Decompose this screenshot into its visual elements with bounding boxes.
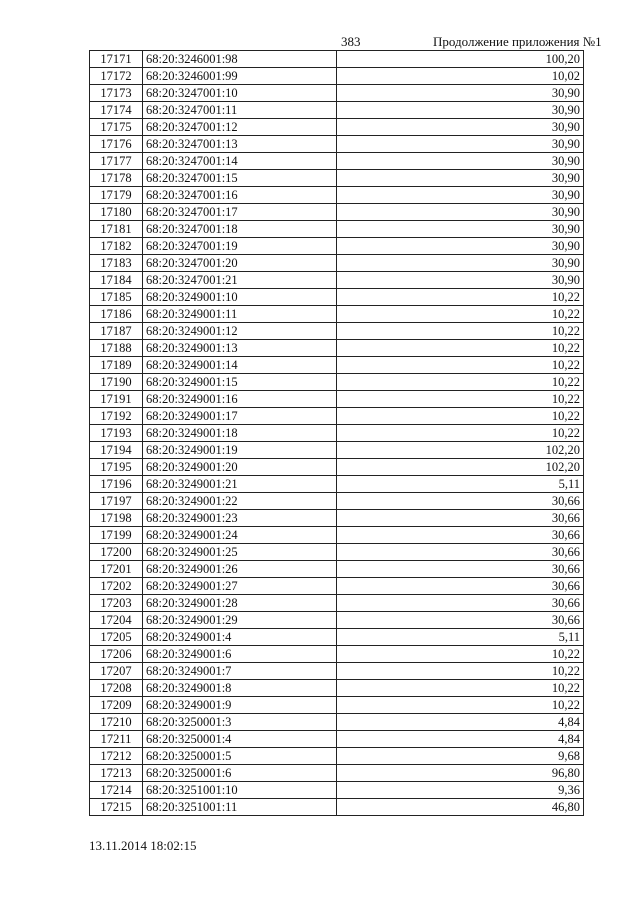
row-number: 17190 (90, 374, 143, 391)
area-value: 102,20 (337, 442, 584, 459)
table-row (90, 136, 584, 153)
cadastral-number: 68:20:3250001:3 (143, 714, 337, 731)
table-row (90, 799, 584, 816)
cadastral-number: 68:20:3247001:19 (143, 238, 337, 255)
area-value: 30,90 (337, 221, 584, 238)
cadastral-number: 68:20:3246001:98 (143, 51, 337, 68)
table-row (90, 340, 584, 357)
area-value: 30,66 (337, 595, 584, 612)
table-row (90, 153, 584, 170)
cadastral-number: 68:20:3251001:10 (143, 782, 337, 799)
area-value: 30,90 (337, 238, 584, 255)
table-row (90, 612, 584, 629)
row-number: 17211 (90, 731, 143, 748)
table-row (90, 306, 584, 323)
row-number: 17204 (90, 612, 143, 629)
table-row (90, 425, 584, 442)
area-value: 10,22 (337, 425, 584, 442)
register-table-body (90, 51, 584, 816)
table-row (90, 255, 584, 272)
table-row (90, 51, 584, 68)
row-number: 17182 (90, 238, 143, 255)
cadastral-number: 68:20:3249001:13 (143, 340, 337, 357)
row-number: 17174 (90, 102, 143, 119)
area-value: 10,02 (337, 68, 584, 85)
row-number: 17191 (90, 391, 143, 408)
table-row (90, 357, 584, 374)
table-row (90, 374, 584, 391)
table-row (90, 561, 584, 578)
table-row (90, 646, 584, 663)
table-row (90, 629, 584, 646)
cadastral-number: 68:20:3247001:21 (143, 272, 337, 289)
cadastral-number: 68:20:3249001:9 (143, 697, 337, 714)
cadastral-number: 68:20:3249001:28 (143, 595, 337, 612)
table-row (90, 544, 584, 561)
row-number: 17198 (90, 510, 143, 527)
table-row (90, 289, 584, 306)
table-row (90, 510, 584, 527)
area-value: 30,66 (337, 544, 584, 561)
area-value: 30,66 (337, 510, 584, 527)
area-value: 30,90 (337, 136, 584, 153)
area-value: 10,22 (337, 374, 584, 391)
cadastral-number: 68:20:3247001:18 (143, 221, 337, 238)
cadastral-number: 68:20:3249001:14 (143, 357, 337, 374)
row-number: 17180 (90, 204, 143, 221)
row-number: 17173 (90, 85, 143, 102)
table-row (90, 238, 584, 255)
table-row (90, 187, 584, 204)
table-row (90, 663, 584, 680)
area-value: 10,22 (337, 306, 584, 323)
area-value: 4,84 (337, 714, 584, 731)
area-value: 10,22 (337, 663, 584, 680)
cadastral-number: 68:20:3249001:6 (143, 646, 337, 663)
row-number: 17172 (90, 68, 143, 85)
row-number: 17214 (90, 782, 143, 799)
row-number: 17197 (90, 493, 143, 510)
row-number: 17206 (90, 646, 143, 663)
row-number: 17209 (90, 697, 143, 714)
cadastral-number: 68:20:3250001:5 (143, 748, 337, 765)
row-number: 17184 (90, 272, 143, 289)
table-row (90, 272, 584, 289)
cadastral-number: 68:20:3249001:10 (143, 289, 337, 306)
row-number: 17213 (90, 765, 143, 782)
area-value: 10,22 (337, 680, 584, 697)
cadastral-number: 68:20:3250001:4 (143, 731, 337, 748)
table-row (90, 323, 584, 340)
row-number: 17187 (90, 323, 143, 340)
cadastral-number: 68:20:3251001:11 (143, 799, 337, 816)
table-row (90, 85, 584, 102)
row-number: 17188 (90, 340, 143, 357)
cadastral-number: 68:20:3249001:24 (143, 527, 337, 544)
row-number: 17186 (90, 306, 143, 323)
page-number: 383 (341, 34, 361, 49)
cadastral-number: 68:20:3250001:6 (143, 765, 337, 782)
row-number: 17181 (90, 221, 143, 238)
area-value: 30,90 (337, 204, 584, 221)
row-number: 17200 (90, 544, 143, 561)
row-number: 17201 (90, 561, 143, 578)
row-number: 17192 (90, 408, 143, 425)
area-value: 10,22 (337, 323, 584, 340)
area-value: 5,11 (337, 629, 584, 646)
row-number: 17176 (90, 136, 143, 153)
row-number: 17178 (90, 170, 143, 187)
area-value: 9,36 (337, 782, 584, 799)
area-value: 30,90 (337, 85, 584, 102)
area-value: 30,90 (337, 272, 584, 289)
area-value: 30,90 (337, 153, 584, 170)
area-value: 5,11 (337, 476, 584, 493)
area-value: 100,20 (337, 51, 584, 68)
cadastral-number: 68:20:3249001:23 (143, 510, 337, 527)
table-row (90, 527, 584, 544)
area-value: 10,22 (337, 697, 584, 714)
row-number: 17210 (90, 714, 143, 731)
area-value: 10,22 (337, 391, 584, 408)
table-row (90, 714, 584, 731)
table-row (90, 221, 584, 238)
area-value: 10,22 (337, 646, 584, 663)
cadastral-number: 68:20:3249001:25 (143, 544, 337, 561)
cadastral-number: 68:20:3249001:20 (143, 459, 337, 476)
area-value: 30,66 (337, 561, 584, 578)
area-value: 30,66 (337, 527, 584, 544)
cadastral-number: 68:20:3249001:22 (143, 493, 337, 510)
table-row (90, 595, 584, 612)
row-number: 17212 (90, 748, 143, 765)
row-number: 17205 (90, 629, 143, 646)
table-row (90, 476, 584, 493)
cadastral-number: 68:20:3249001:17 (143, 408, 337, 425)
cadastral-number: 68:20:3247001:17 (143, 204, 337, 221)
area-value: 10,22 (337, 357, 584, 374)
area-value: 9,68 (337, 748, 584, 765)
row-number: 17194 (90, 442, 143, 459)
table-row (90, 782, 584, 799)
area-value: 4,84 (337, 731, 584, 748)
table-row (90, 102, 584, 119)
row-number: 17207 (90, 663, 143, 680)
area-value: 10,22 (337, 408, 584, 425)
appendix-title: Продолжение приложения №1 (433, 34, 602, 49)
table-row (90, 408, 584, 425)
area-value: 30,66 (337, 493, 584, 510)
cadastral-number: 68:20:3247001:16 (143, 187, 337, 204)
row-number: 17189 (90, 357, 143, 374)
area-value: 10,22 (337, 289, 584, 306)
area-value: 102,20 (337, 459, 584, 476)
row-number: 17171 (90, 51, 143, 68)
table-row (90, 578, 584, 595)
row-number: 17208 (90, 680, 143, 697)
area-value: 30,90 (337, 170, 584, 187)
area-value: 10,22 (337, 340, 584, 357)
table-row (90, 493, 584, 510)
cadastral-number: 68:20:3249001:7 (143, 663, 337, 680)
cadastral-number: 68:20:3249001:11 (143, 306, 337, 323)
row-number: 17185 (90, 289, 143, 306)
row-number: 17199 (90, 527, 143, 544)
table-row (90, 697, 584, 714)
table-row (90, 442, 584, 459)
area-value: 30,90 (337, 102, 584, 119)
table-row (90, 68, 584, 85)
row-number: 17183 (90, 255, 143, 272)
row-number: 17179 (90, 187, 143, 204)
row-number: 17215 (90, 799, 143, 816)
row-number: 17193 (90, 425, 143, 442)
register-table (89, 50, 584, 816)
area-value: 30,90 (337, 187, 584, 204)
row-number: 17202 (90, 578, 143, 595)
cadastral-number: 68:20:3247001:12 (143, 119, 337, 136)
table-row (90, 731, 584, 748)
cadastral-number: 68:20:3249001:29 (143, 612, 337, 629)
cadastral-number: 68:20:3249001:18 (143, 425, 337, 442)
area-value: 30,66 (337, 578, 584, 595)
table-row (90, 765, 584, 782)
table-row (90, 748, 584, 765)
cadastral-number: 68:20:3249001:8 (143, 680, 337, 697)
cadastral-number: 68:20:3247001:20 (143, 255, 337, 272)
cadastral-number: 68:20:3247001:14 (143, 153, 337, 170)
area-value: 46,80 (337, 799, 584, 816)
cadastral-number: 68:20:3247001:13 (143, 136, 337, 153)
cadastral-number: 68:20:3249001:26 (143, 561, 337, 578)
area-value: 30,66 (337, 612, 584, 629)
table-row (90, 391, 584, 408)
cadastral-number: 68:20:3249001:4 (143, 629, 337, 646)
cadastral-number: 68:20:3249001:12 (143, 323, 337, 340)
cadastral-number: 68:20:3249001:19 (143, 442, 337, 459)
row-number: 17196 (90, 476, 143, 493)
cadastral-number: 68:20:3249001:15 (143, 374, 337, 391)
cadastral-number: 68:20:3246001:99 (143, 68, 337, 85)
cadastral-number: 68:20:3249001:21 (143, 476, 337, 493)
table-row (90, 680, 584, 697)
area-value: 30,90 (337, 255, 584, 272)
table-row (90, 204, 584, 221)
cadastral-number: 68:20:3247001:10 (143, 85, 337, 102)
cadastral-number: 68:20:3249001:27 (143, 578, 337, 595)
print-timestamp: 13.11.2014 18:02:15 (89, 838, 197, 853)
cadastral-number: 68:20:3247001:11 (143, 102, 337, 119)
cadastral-number: 68:20:3247001:15 (143, 170, 337, 187)
area-value: 96,80 (337, 765, 584, 782)
table-row (90, 459, 584, 476)
cadastral-number: 68:20:3249001:16 (143, 391, 337, 408)
row-number: 17195 (90, 459, 143, 476)
table-row (90, 170, 584, 187)
row-number: 17177 (90, 153, 143, 170)
table-row (90, 119, 584, 136)
row-number: 17175 (90, 119, 143, 136)
row-number: 17203 (90, 595, 143, 612)
area-value: 30,90 (337, 119, 584, 136)
